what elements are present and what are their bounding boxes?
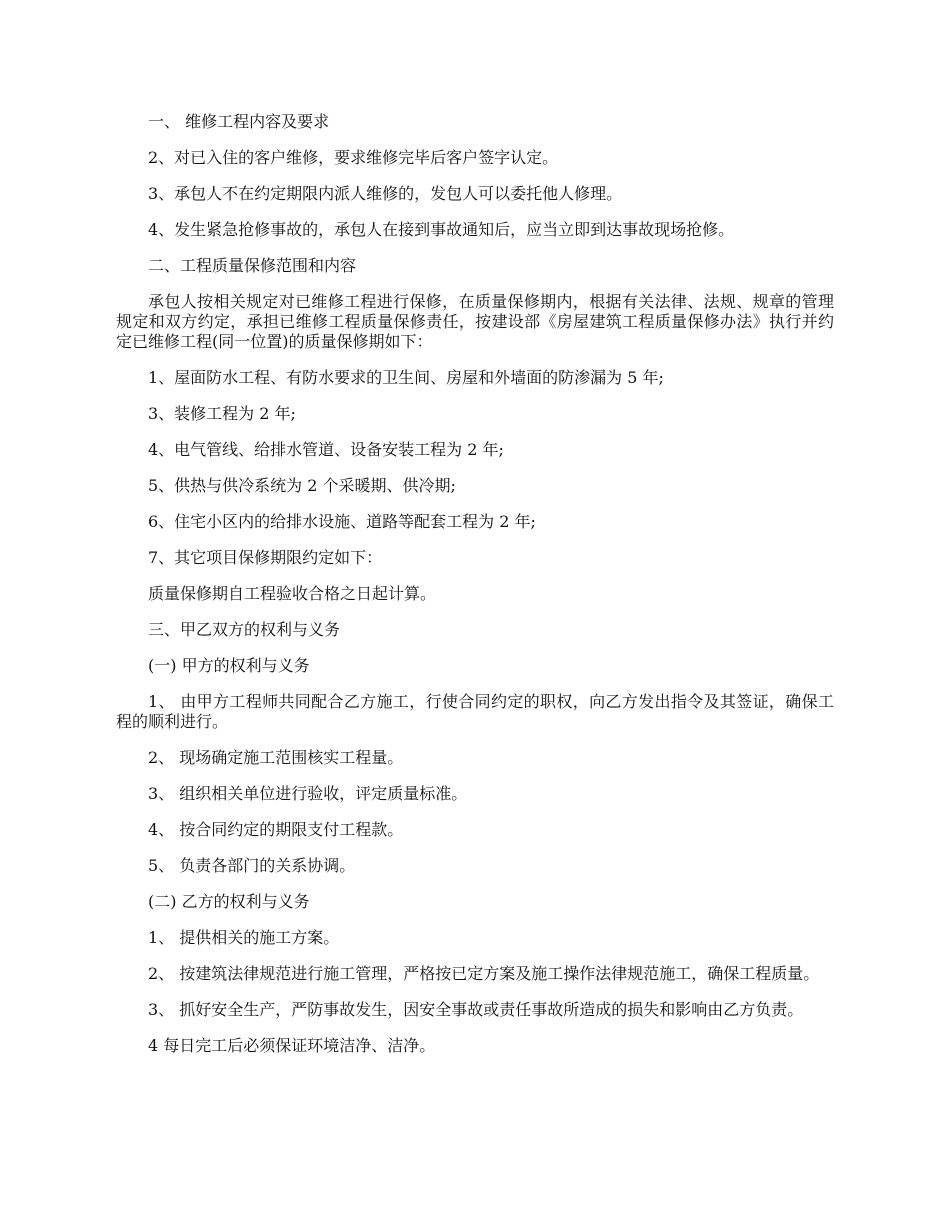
list-item: 2、 按建筑法律规范进行施工管理，严格按已定方案及施工操作法律规范施工，确保工程质量。 — [148, 964, 820, 983]
subsection-heading: (一) 甲方的权利与义务 — [148, 656, 310, 675]
subsection-heading: (二) 乙方的权利与义务 — [148, 892, 310, 911]
list-item: 4 每日完工后必须保证环境洁净、洁净。 — [148, 1036, 436, 1055]
list-item: 1、 由甲方工程师共同配合乙方施工，行使合同约定的职权，向乙方发出指令及其签证，确保工程的顺利进行。 — [116, 692, 834, 731]
paragraph: 质量保修期自工程验收合格之日起计算。 — [148, 584, 437, 603]
document-body — [116, 112, 834, 1072]
list-item: 3、 抓好安全生产，严防事故发生，因安全事故或责任事故所造成的损失和影响由乙方负责。 — [148, 1000, 804, 1019]
section-heading-2: 二、工程质量保修范围和内容 — [148, 256, 357, 275]
list-item: 4、 按合同约定的期限支付工程款。 — [148, 820, 404, 839]
list-item: 3、 组织相关单位进行验收，评定质量标准。 — [148, 784, 468, 803]
list-item: 4、电气管线、给排水管道、设备安装工程为 2 年; — [148, 440, 504, 459]
paragraph: 3、承包人不在约定期限内派人维修的，发包人可以委托他人修理。 — [148, 184, 623, 203]
paragraph: 4、发生紧急抢修事故的，承包人在接到事故通知后，应当立即到达事故现场抢修。 — [148, 220, 735, 239]
paragraph: 承包人按相关规定对已维修工程进行保修，在质量保修期内，根据有关法律、法规、规章的管理规定和双方约定，承担已维修工程质量保修责任，按建设部《房屋建筑工程质量保修办法》执行并约定已维修工程(同一位置)的质量保修期如下： — [116, 292, 834, 351]
list-item: 3、装修工程为 2 年; — [148, 404, 296, 423]
list-item: 1、 提供相关的施工方案。 — [148, 928, 340, 947]
list-item: 7、其它项目保修期限约定如下： — [148, 548, 383, 567]
list-item: 5、 负责各部门的关系协调。 — [148, 856, 356, 875]
paragraph: 2、对已入住的客户维修，要求维修完毕后客户签字认定。 — [148, 148, 559, 167]
list-item: 6、住宅小区内的给排水设施、道路等配套工程为 2 年; — [148, 512, 536, 531]
section-heading-3: 三、甲乙双方的权利与义务 — [148, 620, 341, 639]
list-item: 1、屋面防水工程、有防水要求的卫生间、房屋和外墙面的防渗漏为 5 年; — [148, 368, 664, 387]
list-item: 2、 现场确定施工范围核实工程量。 — [148, 748, 404, 767]
list-item: 5、供热与供冷系统为 2 个采暖期、供冷期; — [148, 476, 456, 495]
section-heading-1: 一、 维修工程内容及要求 — [148, 112, 330, 131]
